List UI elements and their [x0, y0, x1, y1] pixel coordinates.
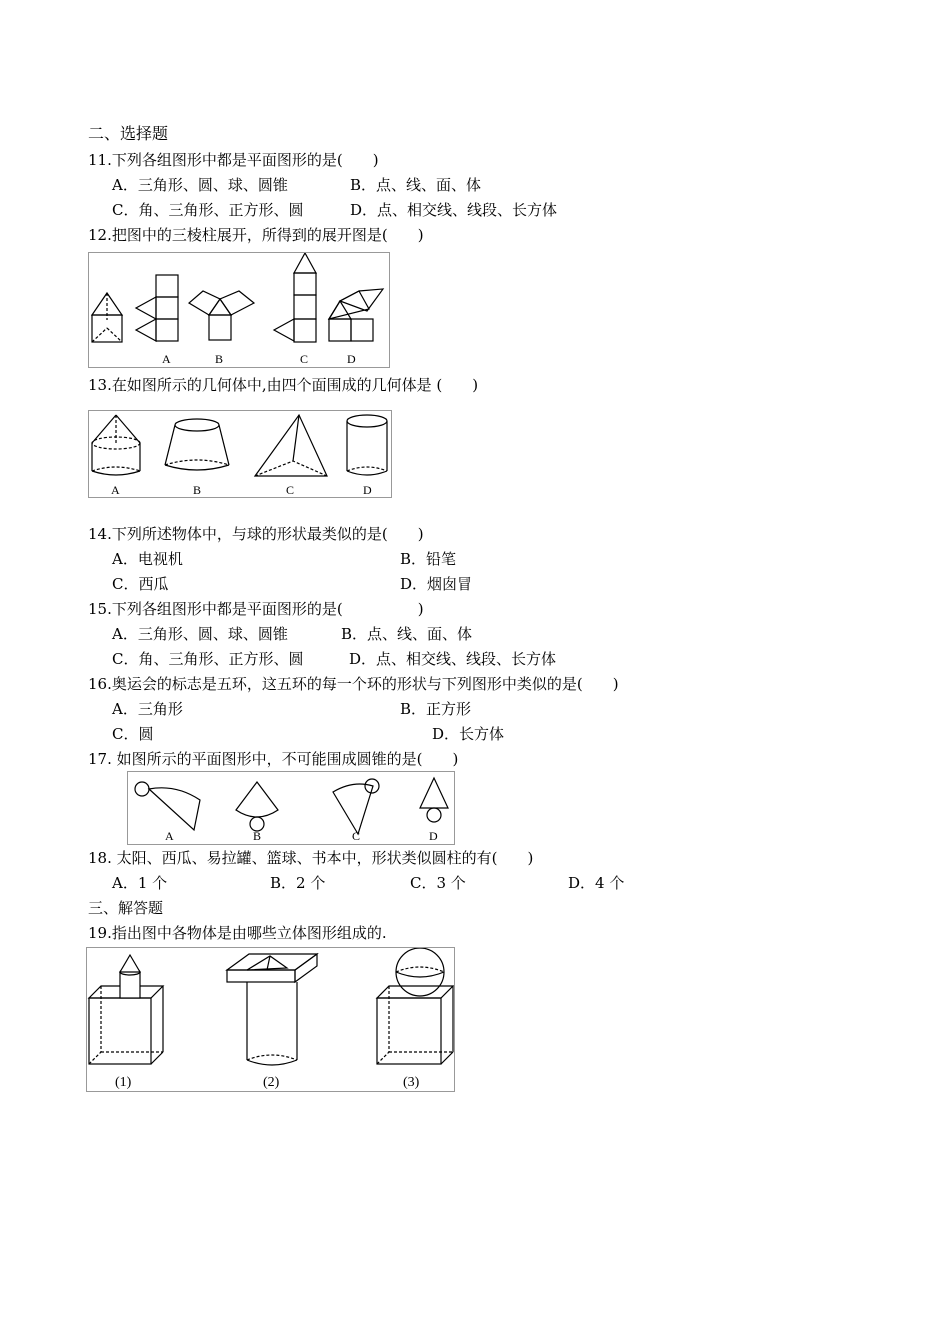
option-a-label: A	[165, 829, 174, 843]
question-15-option-d: D．点、相交线、线段、长方体	[349, 650, 557, 668]
question-11-option-a: A．三角形、圆、球、圆锥	[112, 176, 288, 194]
question-13-stem: 13.在如图所示的几何体中,由四个面围成的几何体是 ( )	[88, 376, 479, 394]
section-title: 二、选择题	[88, 124, 169, 143]
question-11-option-c: C．角、三角形、正方形、圆	[112, 201, 304, 219]
question-16-option-a: A．三角形	[112, 700, 183, 718]
question-18-stem: 18. 太阳、西瓜、易拉罐、篮球、书本中，形状类似圆柱的有( )	[88, 849, 534, 867]
question-12-stem: 12.把图中的三棱柱展开，所得到的展开图是( )	[88, 226, 424, 244]
question-14-option-b: B．铅笔	[400, 550, 457, 568]
question-19-stem: 19.指出图中各物体是由哪些立体图形组成的.	[88, 924, 387, 942]
question-16-option-d: D．长方体	[432, 725, 505, 743]
question-14-option-c: C．西瓜	[112, 575, 169, 593]
question-18-option-b: B．2 个	[270, 874, 326, 892]
prism-nets-figure	[88, 252, 390, 368]
figure-1-label: (1)	[115, 1075, 132, 1090]
option-d-label: D	[347, 352, 356, 366]
option-b-label: B	[253, 829, 262, 843]
composite-solids-figure	[86, 947, 455, 1092]
question-18-option-c: C．3 个	[410, 874, 466, 892]
question-14-option-d: D．烟囱冒	[400, 575, 473, 593]
question-14-option-a: A．电视机	[112, 550, 183, 568]
question-15-stem: 15.下列各组图形中都是平面图形的是( )	[88, 600, 424, 618]
option-c-label: C	[352, 829, 361, 843]
question-16-option-b: B．正方形	[400, 700, 472, 718]
question-17-stem: 17. 如图所示的平面图形中，不可能围成圆锥的是( )	[88, 750, 459, 768]
question-18-option-a: A．1 个	[112, 874, 168, 892]
option-c-label: C	[300, 352, 309, 366]
option-b-label: B	[215, 352, 224, 366]
option-a-label: A	[111, 483, 120, 497]
option-c-label: C	[286, 483, 295, 497]
section-title: 三、解答题	[88, 899, 164, 917]
figure-3-label: (3)	[403, 1075, 420, 1090]
question-11-option-d: D．点、相交线、线段、长方体	[350, 201, 558, 219]
question-15-option-a: A．三角形、圆、球、圆锥	[112, 625, 288, 643]
figure-2-label: (2)	[263, 1075, 280, 1090]
question-11-option-b: B．点、线、面、体	[350, 176, 482, 194]
solids-figure	[88, 410, 392, 498]
question-16-stem: 16.奥运会的标志是五环，这五环的每一个环的形状与下列图形中类似的是( )	[88, 675, 619, 693]
question-16-option-c: C．圆	[112, 725, 154, 743]
question-18-option-d: D．4 个	[568, 874, 625, 892]
option-b-label: B	[193, 483, 202, 497]
question-15-option-b: B．点、线、面、体	[341, 625, 473, 643]
option-d-label: D	[363, 483, 372, 497]
option-a-label: A	[162, 352, 171, 366]
question-11-stem: 11.下列各组图形中都是平面图形的是( )	[88, 151, 379, 169]
question-14-stem: 14.下列所述物体中，与球的形状最类似的是( )	[88, 525, 424, 543]
question-15-option-c: C．角、三角形、正方形、圆	[112, 650, 304, 668]
option-d-label: D	[429, 829, 438, 843]
cone-nets-figure	[127, 771, 455, 845]
